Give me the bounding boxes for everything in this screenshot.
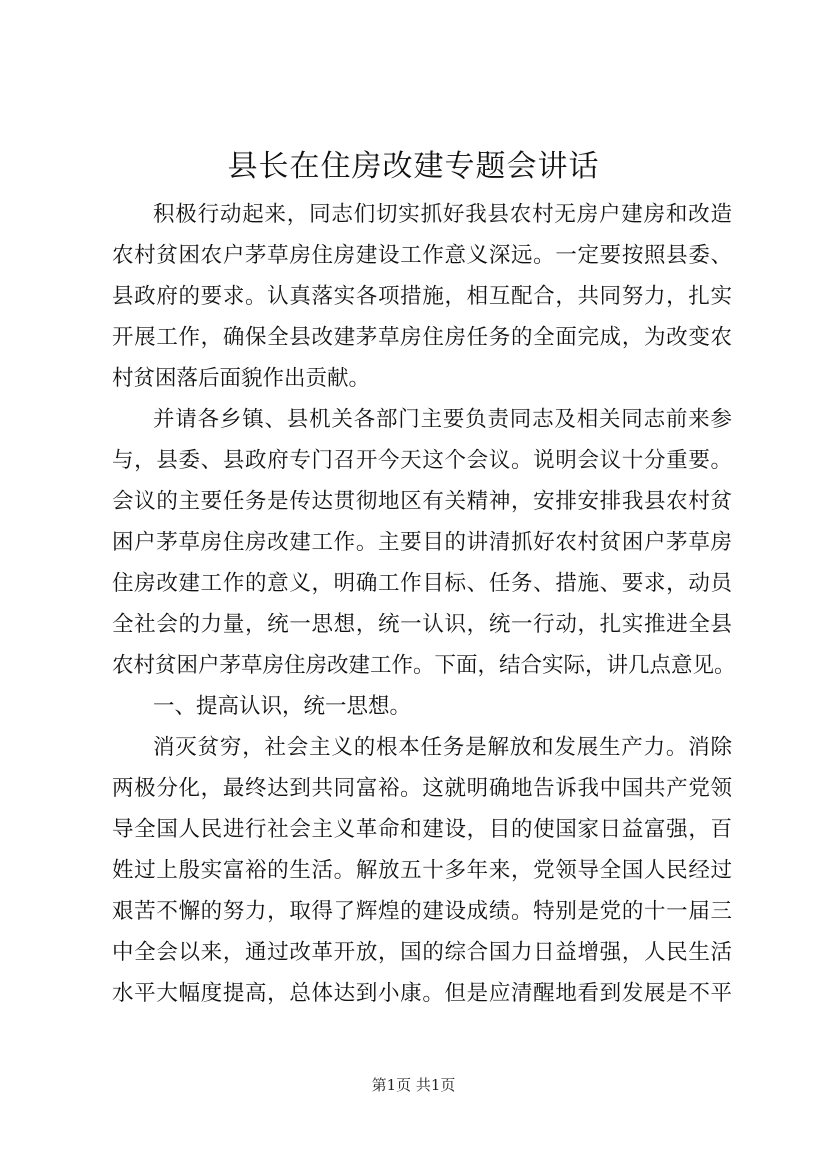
paragraph-line: 艰苦不懈的努力，取得了辉煌的建设成绩。特别是党的十一届三: [112, 899, 732, 924]
paragraph-line: 导全国人民进行社会主义革命和建设，目的使国家日益富强，百: [112, 817, 732, 842]
paragraph-line: 县政府的要求。认真落实各项措施，相互配合，共同努力，扎实: [112, 284, 732, 309]
paragraph-line: 与，县委、县政府专门召开今天这个会议。说明会议十分重要。: [112, 448, 732, 473]
paragraph-line: 开展工作，确保全县改建茅草房住房任务的全面完成，为改变农: [112, 325, 732, 350]
paragraph-line: 姓过上殷实富裕的生活。解放五十多年来，党领导全国人民经过: [112, 858, 732, 883]
paragraph-line: 积极行动起来，同志们切实抓好我县农村无房户建房和改造: [153, 202, 732, 227]
paragraph-line: 困户茅草房住房改建工作。主要目的讲清抓好农村贫困户茅草房: [112, 530, 732, 555]
paragraph-line: 住房改建工作的意义，明确工作目标、任务、措施、要求，动员: [112, 571, 732, 596]
document-title: 县长在住房改建专题会讲话: [227, 149, 600, 184]
paragraph-line: 全社会的力量，统一思想，统一认识，统一行动，扎实推进全县: [112, 612, 732, 637]
paragraph-line: 水平大幅度提高，总体达到小康。但是应清醒地看到发展是不平: [112, 981, 732, 1006]
paragraph-line: 会议的主要任务是传达贯彻地区有关精神，安排安排我县农村贫: [112, 489, 732, 514]
paragraph-line: 中全会以来，通过改革开放，国的综合国力日益增强，人民生活: [112, 940, 732, 965]
page-footer: 第1页 共1页: [371, 1076, 456, 1094]
paragraph-line: 农村贫困农户茅草房住房建设工作意义深远。一定要按照县委、: [112, 243, 732, 268]
section-heading: 一、提高认识，统一思想。: [153, 694, 412, 719]
paragraph-line: 消灭贫穷，社会主义的根本任务是解放和发展生产力。消除: [153, 735, 732, 760]
paragraph-line: 村贫困落后面貌作出贡献。: [112, 366, 371, 391]
paragraph-line: 并请各乡镇、县机关各部门主要负责同志及相关同志前来参: [153, 407, 732, 432]
paragraph-line: 农村贫困户茅草房住房改建工作。下面，结合实际，讲几点意见。: [112, 653, 736, 678]
paragraph-line: 两极分化，最终达到共同富裕。这就明确地告诉我中国共产党领: [112, 776, 732, 801]
